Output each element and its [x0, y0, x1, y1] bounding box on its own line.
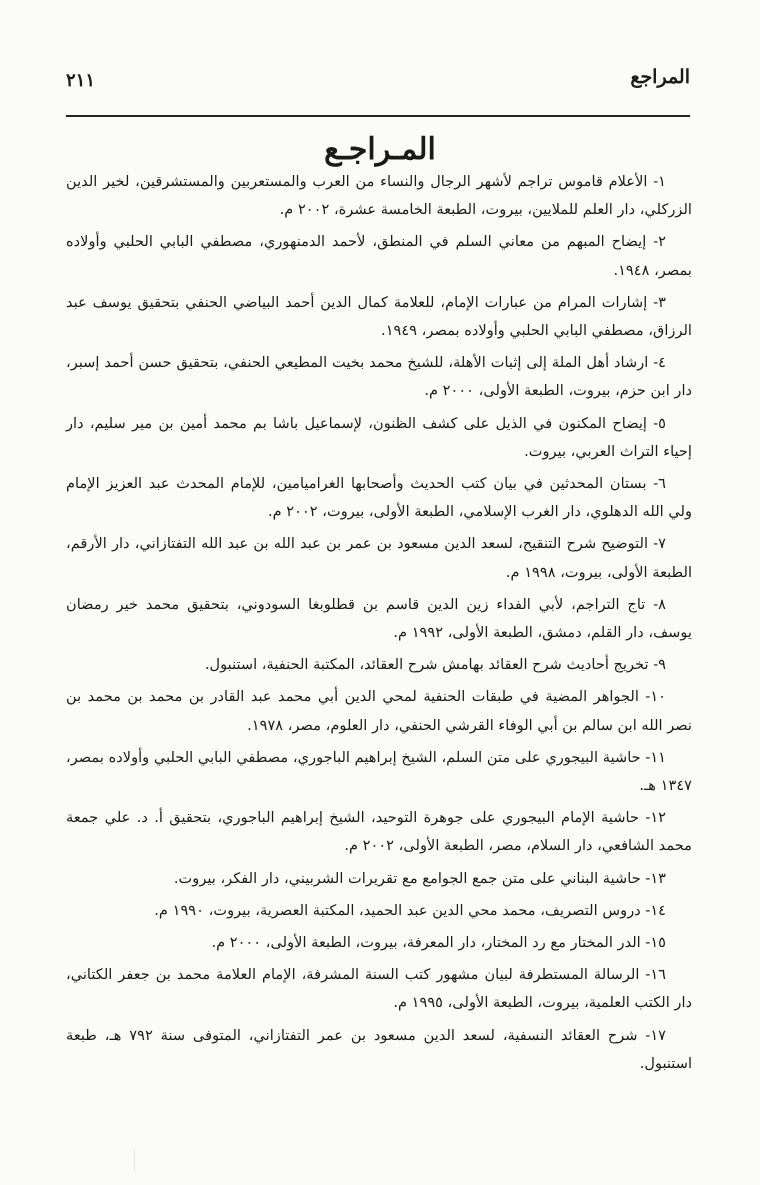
reference-item: ١٦- الرسالة المستطرفة لبيان مشهور كتب السنة المشرفة، الإمام العلامة محمد بن جعفر الكتاني، دار الكتب العلمية، بيروت، الطبعة الأولى، ١٩٩٥ م. — [66, 966, 692, 1012]
reference-item: ١٠- الجواهر المضية في طبقات الحنفية لمحي الدين أبي محمد عبد القادر بن محمد بن محمد بن نصر الله ابن سالم بن أبي الوفاء القرشي الحنفي، دار العلوم، مصر، ١٩٧٨. — [66, 688, 692, 734]
page-number: ٢١١ — [66, 70, 96, 91]
reference-item: ٦- بستان المحدثين في بيان كتب الحديث وأصحابها الغراميامين، للإمام المحدث عبد العزيز الإمام ولي الله الدهلوي، دار الغرب الإسلامي، الطبعة الأولى، بيروت، ٢٠٠٢ م. — [66, 475, 692, 521]
reference-item: ١٤- دروس التصريف، محمد محي الدين عبد الحميد، المكتبة العصرية، بيروت، ١٩٩٠ م. — [154, 901, 666, 919]
section-title: المـراجـع — [324, 132, 436, 167]
reference-item: ١- الأعلام قاموس تراجم لأشهر الرجال والنساء من العرب والمستعربين والمستشرقين، لخير الدين الزركلي، دار العلم للملايين، بيروت، الطبعة الخامسة عشرة، ٢٠٠٢ م. — [66, 173, 692, 219]
reference-item: ٨- تاج التراجم، لأبي الفداء زين الدين قاسم بن قطلوبغا السودوني، بتحقيق محمد خير رمضان يوسف، دار القلم، دمشق، الطبعة الأولى، ١٩٩٢ م. — [66, 595, 692, 642]
reference-item: ٥- إيضاح المكنون في الذيل على كشف الظنون، لإسماعيل باشا بم محمد أمين بن مير سليم، دار إحياء التراث العربي، بيروت. — [66, 414, 692, 460]
reference-item: ١٥- الدر المختار مع رد المختار، دار المعرفة، بيروت، الطبعة الأولى، ٢٠٠٠ م. — [211, 934, 666, 952]
reference-item: ١٧- شرح العقائد النسفية، لسعد الدين مسعود بن عمر التفتازاني، المتوفى سنة ٧٩٢ هـ، طبعة استنبول. — [66, 1026, 692, 1072]
reference-item: ١٢- حاشية الإمام البيجوري على جوهرة التوحيد، الشيخ إبراهيم الباجوري، بتحقيق أ. د. علي جمعة محمد الشافعي، دار السلام، مصر، الطبعة الأولى، ٢٠٠٢ م. — [66, 809, 692, 855]
reference-item: ٤- ارشاد أهل الملة إلى إثبات الأهلة، للشيخ محمد بخيت المطيعي الحنفي، بتحقيق حسن أحمد إسبر، دار ابن حزم، بيروت، الطبعة الأولى، ٢٠٠٠ م. — [66, 354, 692, 400]
reference-item: ٩- تخريج أحاديث شرح العقائد بهامش شرح العقائد، المكتبة الحنفية، استنبول. — [204, 656, 666, 674]
reference-item: ١٣- حاشية البناني على متن جمع الجوامع مع تقريرات الشربيني، دار الفكر، بيروت. — [173, 869, 666, 887]
reference-item: ١١- حاشية البيجوري على متن السلم، الشيخ إبراهيم الباجوري، مصطفي البابي الحلبي وأولاده بمصر، ١٣٤٧ هـ. — [66, 748, 692, 795]
scan-artifact — [134, 1150, 135, 1172]
reference-item: ٧- التوضيح شرح التنقيح، لسعد الدين مسعود بن عمر بن عبد الله بن عبد الله التفتازاني، دار الأرقم، الطبعة الأولى، بيروت، ١٩٩٨ م. — [66, 535, 692, 581]
running-head — [66, 66, 690, 106]
reference-item: ٣- إشارات المرام من عبارات الإمام، للعلامة كمال الدين أحمد البياضي الحنفي بتحقيق يوسف عبد الرزاق، مصطفي البابي الحلبي وأولاده بمصر، ١٩٤٩. — [66, 293, 692, 340]
header-rule — [66, 115, 690, 117]
reference-list — [66, 168, 692, 1082]
reference-item: ٢- إيضاح المبهم من معاني السلم في المنطق، لأحمد الدمنهوري، مصطفي البابي الحلبي وأولاده بمصر، ١٩٤٨. — [66, 233, 692, 279]
running-title: المراجع — [630, 66, 690, 88]
